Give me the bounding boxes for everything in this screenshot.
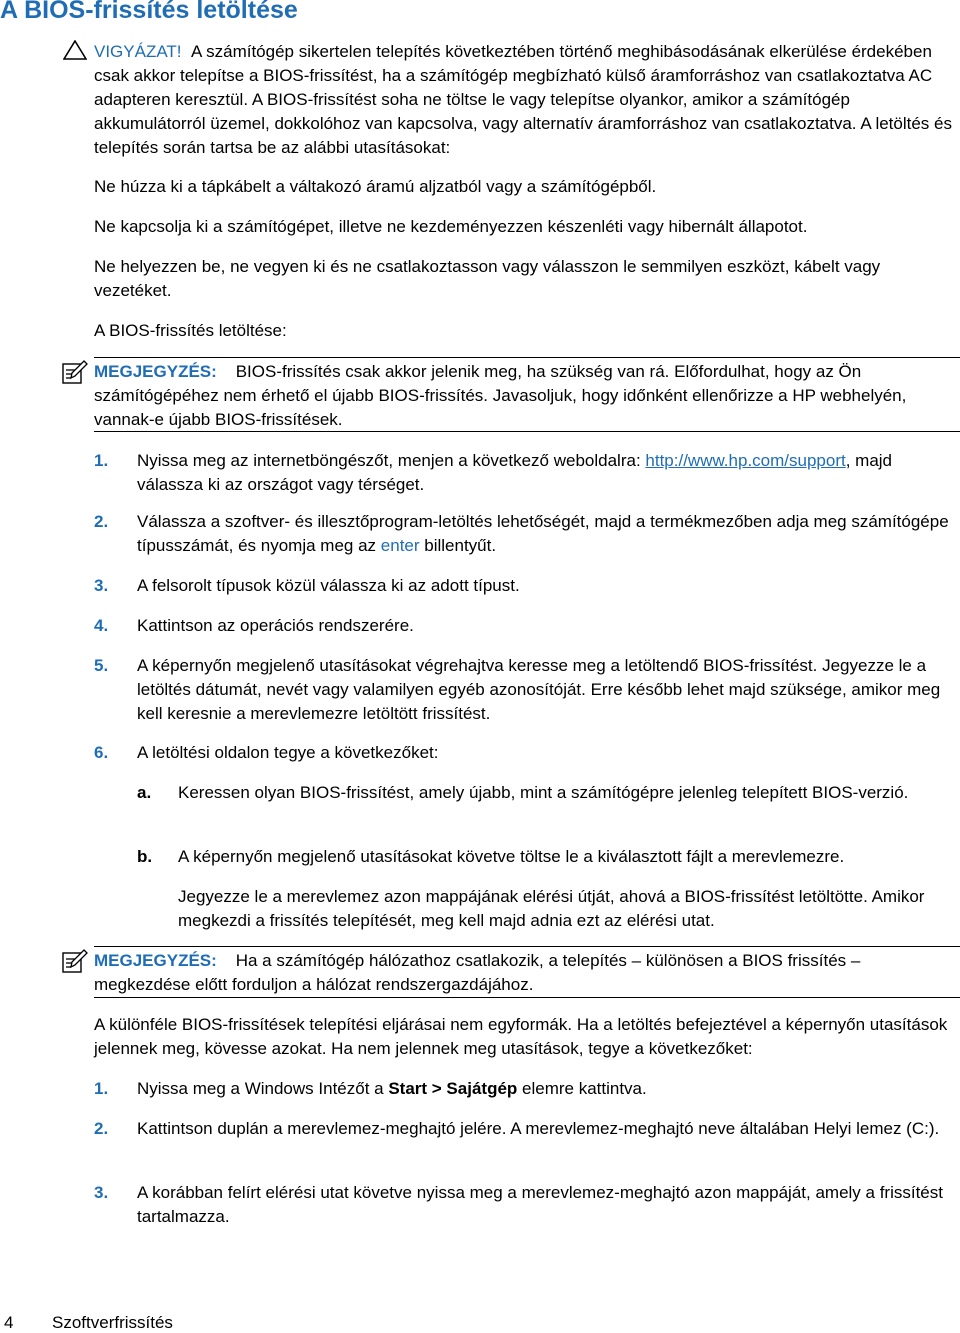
step-text-part: Nyissa meg a Windows Intézőt a <box>137 1079 389 1098</box>
step-text-part: , majd válassza ki az országot vagy térséget. <box>137 451 893 494</box>
step-text: A korábban felírt elérési utat követve nyissa meg a merevlemez-meghajtó azon mappáját, amely a frissítést tartalmazza. <box>137 1183 943 1226</box>
substep-letter: b. <box>137 847 153 866</box>
step-text <box>137 1077 960 1101</box>
note-paragraph <box>94 360 960 432</box>
note-divider <box>94 946 960 947</box>
step-text <box>137 510 960 558</box>
intro-text: A BIOS-frissítés letöltése: <box>94 321 287 340</box>
step-number: 6. <box>94 743 109 762</box>
note-paragraph <box>94 949 960 997</box>
note-divider <box>94 997 960 998</box>
menu-path: Start > Sajátgép <box>388 1079 518 1098</box>
step-number: 2. <box>94 512 109 531</box>
rule-item: Ne kapcsolja ki a számítógépet, illetve ne kezdeményezzen készenléti vagy hibernált állapotot. <box>94 217 808 236</box>
step-text: Kattintson az operációs rendszerére. <box>137 616 414 635</box>
enter-key-label: enter <box>380 536 420 555</box>
page-number: 4 <box>4 1313 14 1332</box>
caution-label: VIGYÁZAT! <box>94 42 182 61</box>
step-number: 3. <box>94 576 109 595</box>
step-text: A képernyőn megjelenő utasításokat végrehajtva keresse meg a letöltendő BIOS-frissítést. Jegyezze le a letöltés dátumát, nevét vagy valamilyen egyéb azonosítóját. Erre később lehet majd szüksége, amikor meg kell keresnie a merevlemezre letöltött frissítést. <box>137 656 941 723</box>
rule-item: Ne húzza ki a tápkábelt a váltakozó áramú aljzatból vagy a számítógépből. <box>94 177 657 196</box>
substep-extra-text: Jegyezze le a merevlemez azon mappájának elérési útját, ahová a BIOS-frissítést letöltötte. Amikor megkezdi a frissítés telepítését, meg kell majd adnia ezt az elérési utat. <box>178 887 925 930</box>
step-number: 1. <box>94 451 109 470</box>
step-text: Kattintson duplán a merevlemez-meghajtó jelére. A merevlemez-meghajtó neve általában Helyi lemez (C:). <box>137 1119 940 1138</box>
step-number: 4. <box>94 616 109 635</box>
step-text <box>137 449 960 497</box>
note-pencil-icon <box>62 360 88 384</box>
step-text-part: elemre kattintva. <box>517 1079 647 1098</box>
rule-item: Ne helyezzen be, ne vegyen ki és ne csatlakoztasson vagy válasszon le semmilyen eszközt, kábelt vagy vezetéket. <box>94 257 881 300</box>
step-number: 5. <box>94 656 109 675</box>
step-number: 1. <box>94 1079 109 1098</box>
substep-text: Keressen olyan BIOS-frissítést, amely újabb, mint a számítógépre jelenleg telepített BIOS-verzió. <box>178 783 909 802</box>
note-divider <box>94 431 960 432</box>
caution-text: A számítógép sikertelen telepítés következtében történő meghibásodásának elkerülése érdekében csak akkor telepítse a BIOS-frissítést, ha a számítógép megbízható külső áramforráshoz van csatlakoztatva AC adapteren keresztül. A BIOS-frissítést soha ne töltse le vagy telepítse olyankor, amikor a számítógép akkumulátorról üzemel, dokkolóhoz van kapcsolva, vagy alternatív áramforráshoz van csatlakoztatva. A letöltés és telepítés során tartsa be az alábbi utasításokat: <box>94 42 952 157</box>
note-text: Ha a számítógép hálózathoz csatlakozik, a telepítés – különösen a BIOS frissítés – megkezdése előtt forduljon a hálózat rendszergazdájához. <box>94 951 861 994</box>
body-paragraph: A különféle BIOS-frissítések telepítési eljárásai nem egyformák. Ha a letöltés befejeztével a képernyőn utasítások jelennek meg, kövesse azokat. Ha nem jelennek meg utasítások, tegye a következőket: <box>94 1015 948 1058</box>
step-text-part: Válassza a szoftver- és illesztőprogram-letöltés lehetőségét, majd a termékmezőben adja meg számítógépe típusszámát, és nyomja meg az <box>137 512 949 555</box>
step-text-part: Nyissa meg az internetböngészőt, menjen a következő weboldalra: <box>137 451 646 470</box>
substep-text: A képernyőn megjelenő utasításokat követve töltse le a kiválasztott fájlt a merevlemezre. <box>178 847 845 866</box>
page-title: A BIOS-frissítés letöltése <box>0 0 298 24</box>
note-pencil-icon <box>62 949 88 973</box>
step-number: 3. <box>94 1183 109 1202</box>
step-text-part: billentyűt. <box>419 536 497 555</box>
step-text: A felsorolt típusok közül válassza ki az adott típust. <box>137 576 520 595</box>
step-text: A letöltési oldalon tegye a következőket: <box>137 743 439 762</box>
warning-triangle-icon <box>63 40 87 60</box>
note-text: BIOS-frissítés csak akkor jelenik meg, ha szükség van rá. Előfordulhat, hogy az Ön számítógépéhez nem érhető el újabb BIOS-frissítés. Javasoljuk, hogy időnként ellenőrizze a HP webhelyén, vannak-e újabb BIOS-frissítések. <box>94 362 907 429</box>
note-divider <box>94 357 960 358</box>
note-label: MEGJEGYZÉS: <box>94 951 217 970</box>
caution-paragraph <box>94 40 960 160</box>
step-number: 2. <box>94 1119 109 1138</box>
substep-letter: a. <box>137 783 152 802</box>
note-label: MEGJEGYZÉS: <box>94 362 217 381</box>
hp-support-link[interactable]: http://www.hp.com/support <box>645 451 846 470</box>
section-title: Szoftverfrissítés <box>52 1313 173 1332</box>
